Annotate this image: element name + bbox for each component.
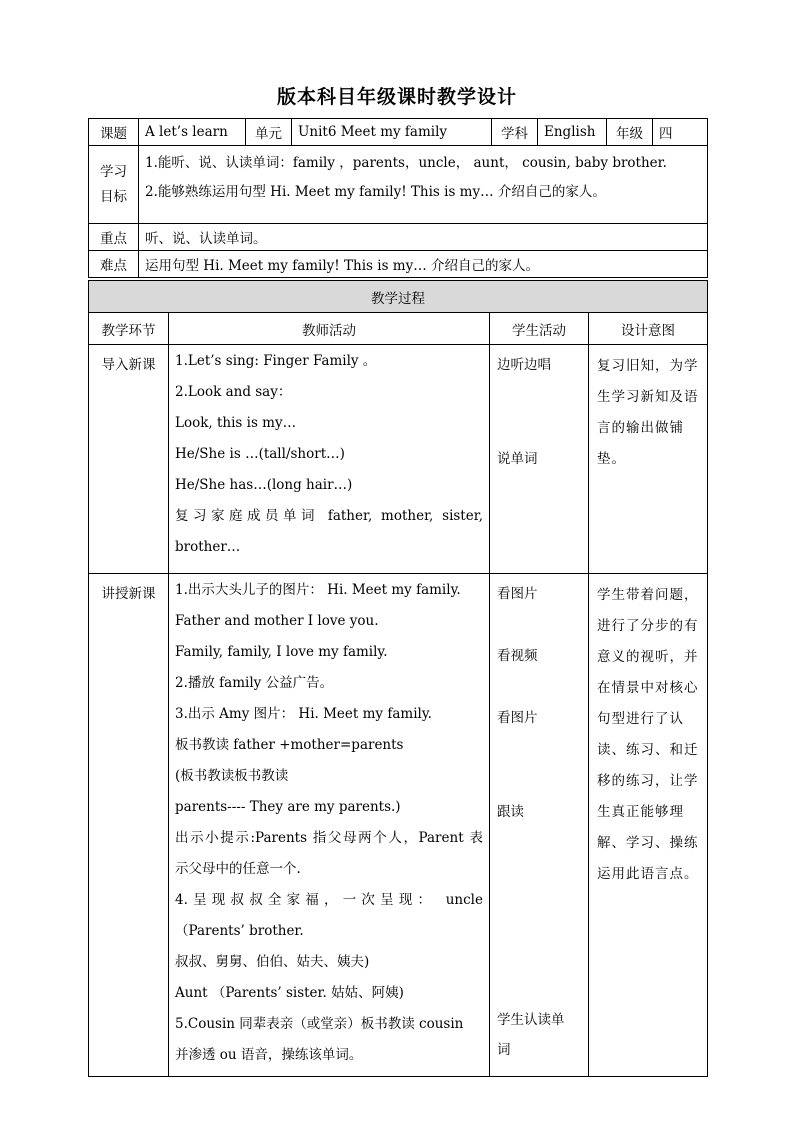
teacher-line: 4.呈现叔叔全家福，一次呈现： uncle: [175, 892, 483, 908]
teacher-line: Look, this is my…: [175, 415, 297, 431]
section-row: [89, 345, 708, 574]
teacher-line: parents---- They are my parents.): [175, 799, 401, 815]
teacher-line: He/She is …(tall/short…): [175, 446, 345, 462]
info-table: [88, 118, 708, 278]
teacher-line: 1.出示大头儿子的图片： Hi. Meet my family.: [175, 582, 461, 598]
difficulty-text: 运用句型 Hi. Meet my family! This is my… 介绍自己的家人。: [139, 251, 708, 278]
header-stage: 教学环节: [89, 313, 169, 345]
teacher-line: （Parents’ brother.: [175, 923, 304, 939]
page-title: 版本科目年级课时教学设计: [276, 86, 517, 108]
goals-label-line-1: 学习: [100, 163, 127, 180]
teacher-line: (板书教读板书教读: [175, 768, 289, 784]
teacher-line: 叔叔、舅舅、伯伯、姑夫、姨夫): [175, 954, 370, 970]
student-line: 看图片: [497, 710, 538, 726]
teacher-line: 1.Let’s sing: Finger Family 。: [175, 353, 377, 369]
teacher-activity-cell: [169, 574, 490, 1077]
key-point-label: 重点: [89, 224, 139, 251]
student-activity-cell: [490, 574, 589, 1077]
goals-content: [139, 146, 708, 224]
purpose-text: 复习旧知，为学生学习新知及语言的输出做铺垫。: [597, 358, 699, 467]
goals-label-line-2: 目标: [100, 188, 127, 205]
unit-value: Unit6 Meet my family: [292, 119, 492, 146]
teacher-line: Aunt （Parents’ sister. 姑姑、阿姨): [175, 985, 404, 1001]
subject-label: 学科: [492, 119, 538, 146]
purpose-cell: [589, 345, 708, 574]
teacher-activity-cell: [169, 345, 490, 574]
header-teacher: 教师活动: [169, 313, 490, 345]
student-line: 看图片: [497, 586, 538, 602]
stage-cell: 导入新课: [89, 345, 169, 574]
key-point-text: 听、说、认读单词。: [139, 224, 708, 251]
student-line: 看视频: [497, 648, 538, 664]
teacher-line: 示父母中的任意一个.: [175, 861, 301, 877]
teacher-line: He/She has…(long hair…): [175, 477, 353, 493]
teacher-line: 并渗透 ou 语音，操练该单词。: [175, 1047, 363, 1063]
student-line: 边听边唱: [497, 357, 551, 373]
teacher-line: Father and mother I love you.: [175, 613, 379, 629]
teacher-line: 2.播放 family 公益广告。: [175, 675, 334, 691]
grade-label: 年级: [607, 119, 653, 146]
grade-value: 四: [653, 119, 708, 146]
purpose-cell: [589, 574, 708, 1077]
goals-label: [89, 146, 139, 224]
teacher-line: 5.Cousin 同辈表亲（或堂亲）板书教读 cousin: [175, 1016, 464, 1032]
student-line: 跟读: [497, 804, 524, 820]
unit-label: 单元: [246, 119, 292, 146]
teacher-line: 出示小提示:Parents 指父母两个人，Parent 表: [175, 830, 483, 846]
teacher-line: 2.Look and say：: [175, 384, 292, 400]
goal-line-1: 1.能听、说、认读单词：family ，parents，uncle， aunt， cousin, baby brother.: [145, 155, 667, 171]
teacher-line: 板书教读 father +mother=parents: [175, 737, 404, 753]
student-activity-cell: [490, 345, 589, 574]
difficulty-label: 难点: [89, 251, 139, 278]
teacher-line: Family, family, I love my family.: [175, 644, 388, 660]
goal-line-2: 2.能够熟练运用句型 Hi. Meet my family! This is my… 介绍自己的家人。: [145, 184, 606, 200]
header-purpose: 设计意图: [589, 313, 708, 345]
section-row: [89, 574, 708, 1077]
student-line: 说单词: [497, 451, 538, 467]
student-line: 学生认读单: [497, 1012, 565, 1028]
process-table: [88, 280, 708, 1077]
teacher-line: brother…: [175, 539, 241, 555]
topic-label: 课题: [89, 119, 139, 146]
process-title: 教学过程: [89, 281, 708, 313]
student-line: 词: [497, 1042, 511, 1058]
teacher-line: 复习家庭成员单词 father, mother, sister,: [175, 508, 483, 524]
purpose-text: 学生带着问题，进行了分步的有意义的视听，并在情景中对核心句型进行了认读、练习、和迁移的练习，让学生真正能够理解、学习、操练运用此语言点。: [597, 587, 699, 882]
header-student: 学生活动: [490, 313, 589, 345]
topic-value: A let’s learn: [139, 119, 246, 146]
subject-value: English: [538, 119, 607, 146]
teacher-line: 3.出示 Amy 图片： Hi. Meet my family.: [175, 706, 432, 722]
stage-cell: 讲授新课: [89, 574, 169, 1077]
